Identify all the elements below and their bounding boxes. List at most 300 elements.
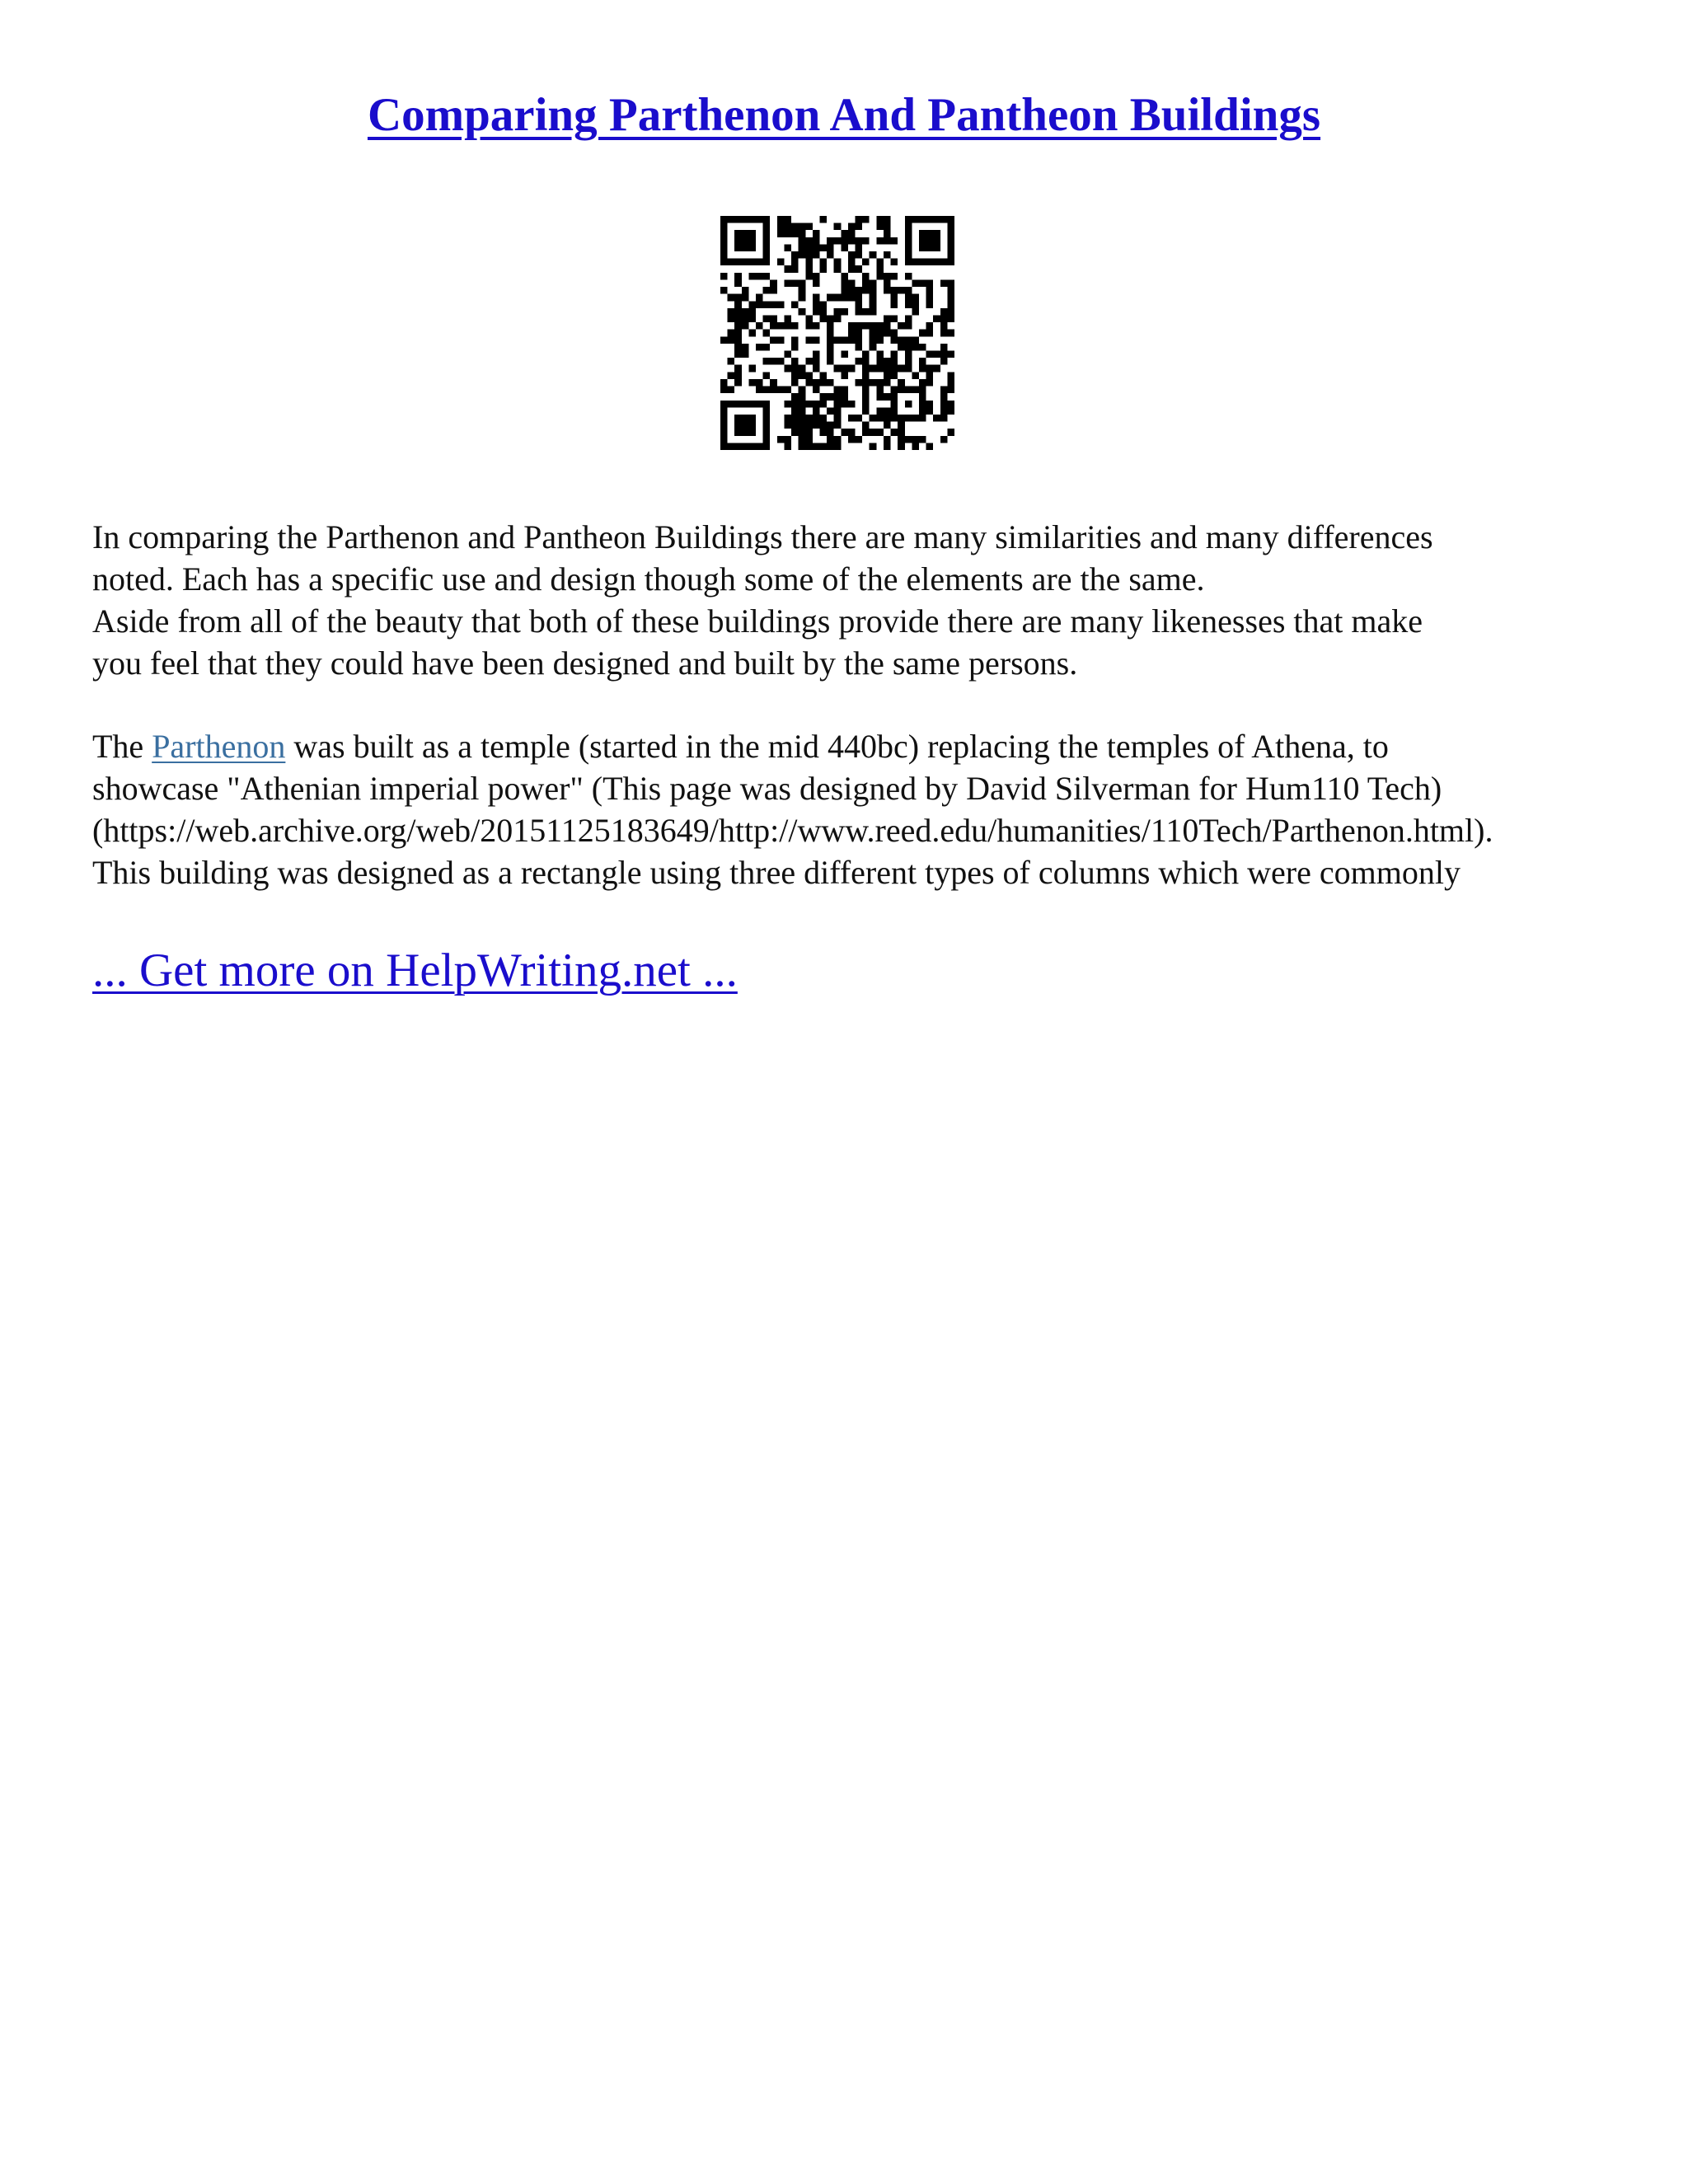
qr-module [748, 259, 756, 266]
qr-module [876, 273, 884, 280]
qr-module [720, 244, 728, 251]
qr-module [876, 358, 884, 365]
qr-module [884, 230, 891, 237]
qr-module [891, 372, 898, 379]
qr-module [799, 365, 806, 373]
qr-module [876, 365, 884, 373]
qr-module [734, 330, 742, 337]
qr-module [919, 387, 926, 394]
qr-module [848, 322, 856, 330]
qr-module [862, 393, 870, 401]
qr-module [742, 230, 749, 237]
qr-module [898, 436, 905, 443]
qr-module [884, 443, 891, 450]
qr-module [734, 372, 742, 379]
qr-module [813, 279, 820, 287]
qr-module [905, 358, 912, 365]
qr-module [763, 344, 771, 351]
qr-module [834, 308, 842, 316]
qr-module [734, 429, 742, 436]
qr-module [734, 216, 742, 223]
qr-module [805, 237, 813, 245]
qr-module [898, 336, 905, 344]
qr-module [720, 407, 728, 415]
qr-module [898, 287, 905, 294]
qr-module [919, 365, 926, 373]
qr-module [841, 230, 848, 237]
text-run: was built as a temple (started in the mid 440bc) replacing the temples of Athena, to [285, 728, 1389, 765]
qr-module [763, 223, 771, 231]
qr-module [919, 415, 926, 422]
qr-module [841, 237, 848, 245]
qr-module [734, 344, 742, 351]
qr-module [834, 407, 842, 415]
qr-module [756, 259, 763, 266]
qr-module [870, 294, 877, 302]
qr-module [813, 301, 820, 308]
qr-module [926, 301, 934, 308]
qr-module [748, 443, 756, 450]
qr-module [905, 259, 912, 266]
qr-module [919, 379, 926, 387]
qr-module [870, 336, 877, 344]
qr-module [728, 372, 735, 379]
paragraph-line: showcase "Athenian imperial power" (This page was designed by David Silverman for Hum110 Tech) [92, 770, 1442, 807]
qr-module [813, 401, 820, 408]
qr-module [926, 237, 934, 245]
qr-module [791, 336, 799, 344]
qr-module [827, 237, 834, 245]
qr-module [770, 279, 777, 287]
qr-module [791, 251, 799, 259]
qr-module [805, 223, 813, 231]
qr-module [819, 415, 827, 422]
qr-module [891, 273, 898, 280]
qr-module [891, 401, 898, 408]
paragraph-line: noted. Each has a specific use and design though some of the elements are the same. [92, 560, 1205, 598]
qr-module [856, 223, 863, 231]
qr-module [919, 407, 926, 415]
qr-module [905, 344, 912, 351]
qr-module [933, 244, 940, 251]
qr-module [720, 230, 728, 237]
qr-module [770, 379, 777, 387]
qr-module [799, 407, 806, 415]
qr-module [734, 273, 742, 280]
qr-module [827, 294, 834, 302]
qr-module [898, 322, 905, 330]
qr-module [862, 216, 870, 223]
qr-module [805, 436, 813, 443]
qr-module [876, 351, 884, 359]
qr-module [834, 415, 842, 422]
qr-module [891, 287, 898, 294]
qr-module [841, 372, 848, 379]
qr-module [813, 379, 820, 387]
qr-module [805, 273, 813, 280]
get-more-paragraph [92, 938, 738, 1004]
qr-module [784, 401, 791, 408]
qr-module [884, 273, 891, 280]
qr-module [919, 244, 926, 251]
qr-module [805, 244, 813, 251]
qr-module [841, 401, 848, 408]
qr-module [805, 336, 813, 344]
qr-module [905, 415, 912, 422]
qr-module [763, 237, 771, 245]
qr-module [919, 393, 926, 401]
qr-module [856, 237, 863, 245]
qr-module [905, 351, 912, 359]
qr-module [947, 401, 954, 408]
qr-module [799, 401, 806, 408]
qr-module [805, 379, 813, 387]
qr-module [720, 401, 728, 408]
qr-module [742, 237, 749, 245]
qr-module [791, 372, 799, 379]
qr-module [876, 336, 884, 344]
qr-module [841, 387, 848, 394]
qr-module [841, 429, 848, 436]
qr-module [862, 351, 870, 359]
qr-module [940, 330, 948, 337]
qr-module [834, 259, 842, 266]
qr-module [805, 315, 813, 322]
qr-module [742, 422, 749, 429]
qr-module [947, 308, 954, 316]
paragraph-line: This building was designed as a rectangle using three different types of columns which were commonly [92, 854, 1461, 891]
qr-module [827, 358, 834, 365]
qr-module [819, 301, 827, 308]
qr-module [720, 237, 728, 245]
qr-module [905, 294, 912, 302]
qr-module [876, 387, 884, 394]
qr-module [841, 336, 848, 344]
qr-module [819, 265, 827, 273]
qr-module [805, 443, 813, 450]
qr-module [848, 436, 856, 443]
qr-module [884, 330, 891, 337]
qr-module [777, 230, 785, 237]
qr-module [905, 216, 912, 223]
qr-module [748, 429, 756, 436]
qr-module [848, 365, 856, 373]
qr-module [728, 294, 735, 302]
qr-module [884, 287, 891, 294]
qr-module [947, 294, 954, 302]
qr-module [763, 273, 771, 280]
qr-module [805, 429, 813, 436]
qr-module [870, 415, 877, 422]
qr-module [870, 279, 877, 287]
qr-module [784, 422, 791, 429]
qr-module [940, 415, 948, 422]
qr-module [841, 351, 848, 359]
qr-module [834, 265, 842, 273]
qr-module [728, 315, 735, 322]
qr-module [756, 401, 763, 408]
paragraph-line: you feel that they could have been designed and built by the same persons. [92, 644, 1078, 682]
qr-module [813, 443, 820, 450]
qr-module [720, 287, 728, 294]
qr-module [870, 443, 877, 450]
qr-module [834, 401, 842, 408]
qr-module [799, 372, 806, 379]
qr-module [919, 344, 926, 351]
qr-module [791, 429, 799, 436]
qr-module [891, 387, 898, 394]
qr-module [876, 379, 884, 387]
qr-module [926, 244, 934, 251]
qr-module [876, 393, 884, 401]
qr-module [926, 351, 934, 359]
qr-module [905, 401, 912, 408]
qr-module [734, 301, 742, 308]
qr-module [912, 308, 919, 316]
qr-module [784, 265, 791, 273]
qr-module [813, 351, 820, 359]
qr-module [748, 422, 756, 429]
qr-module [748, 230, 756, 237]
qr-module [947, 259, 954, 266]
qr-module [947, 351, 954, 359]
qr-module [856, 251, 863, 259]
qr-module [947, 251, 954, 259]
qr-module [905, 244, 912, 251]
qr-module [933, 237, 940, 245]
title-link[interactable]: Comparing Parthenon And Pantheon Buildings [367, 89, 1321, 141]
qr-module [884, 315, 891, 322]
qr-module [742, 308, 749, 316]
qr-module [819, 443, 827, 450]
qr-module [784, 387, 791, 394]
qr-module [827, 251, 834, 259]
qr-module [763, 230, 771, 237]
qr-module [748, 273, 756, 280]
qr-module [940, 387, 948, 394]
qr-module [799, 387, 806, 394]
qr-module [891, 294, 898, 302]
qr-module [728, 443, 735, 450]
qr-module [848, 336, 856, 344]
qr-module [898, 379, 905, 387]
qr-module [763, 372, 771, 379]
qr-module [856, 287, 863, 294]
qr-module [940, 344, 948, 351]
qr-module [933, 315, 940, 322]
qr-module [799, 443, 806, 450]
qr-module [742, 259, 749, 266]
qr-module [777, 358, 785, 365]
qr-module [947, 216, 954, 223]
qr-module [827, 379, 834, 387]
qr-module [748, 315, 756, 322]
qr-module [905, 287, 912, 294]
qr-module [862, 308, 870, 316]
qr-module [742, 415, 749, 422]
qr-module [819, 429, 827, 436]
qr-module [891, 315, 898, 322]
qr-module [926, 322, 934, 330]
qr-module [856, 415, 863, 422]
qr-module [884, 358, 891, 365]
qr-module [763, 301, 771, 308]
qr-module [876, 259, 884, 266]
paragraph-line: Aside from all of the beauty that both of these buildings provide there are many likenesses that make [92, 602, 1423, 640]
qr-module [784, 436, 791, 443]
qr-module [856, 265, 863, 273]
paragraph-line [92, 725, 1625, 767]
qr-module [870, 251, 877, 259]
qr-module [856, 308, 863, 316]
qr-module [791, 344, 799, 351]
qr-module [862, 401, 870, 408]
qr-module [876, 322, 884, 330]
qr-module [791, 223, 799, 231]
qr-module [770, 287, 777, 294]
qr-module [784, 216, 791, 223]
qr-module [813, 237, 820, 245]
qr-module [791, 358, 799, 365]
get-more-link[interactable]: ... Get more on HelpWriting.net ... [92, 944, 738, 996]
qr-module [841, 294, 848, 302]
qr-module [848, 223, 856, 231]
qr-module [763, 315, 771, 322]
qr-module [799, 294, 806, 302]
qr-module [799, 237, 806, 245]
qr-module [791, 301, 799, 308]
qr-module [791, 322, 799, 330]
qr-module [841, 365, 848, 373]
qr-module [919, 401, 926, 408]
qr-module [805, 415, 813, 422]
qr-module [819, 393, 827, 401]
qr-module [763, 244, 771, 251]
qr-module [784, 230, 791, 237]
text-run: The [92, 728, 152, 765]
qr-module [784, 322, 791, 330]
qr-module [862, 287, 870, 294]
qr-module [734, 322, 742, 330]
qr-module [734, 365, 742, 373]
qr-module [926, 259, 934, 266]
qr-module [947, 230, 954, 237]
qr-module [891, 301, 898, 308]
qr-module [742, 287, 749, 294]
qr-module [748, 365, 756, 373]
qr-module [813, 407, 820, 415]
qr-module [734, 279, 742, 287]
qr-module [748, 379, 756, 387]
qr-module [919, 230, 926, 237]
qr-module [947, 301, 954, 308]
qr-module [933, 351, 940, 359]
qr-module [813, 358, 820, 365]
qr-module [734, 415, 742, 422]
qr-module [848, 415, 856, 422]
qr-module [856, 330, 863, 337]
qr-module [763, 287, 771, 294]
qr-module [870, 344, 877, 351]
qr-module [734, 308, 742, 316]
qr-module [742, 294, 749, 302]
qr-module [799, 279, 806, 287]
qr-module [884, 223, 891, 231]
qr-module [884, 415, 891, 422]
qr-module [813, 365, 820, 373]
qr-module [856, 216, 863, 223]
qr-module [742, 351, 749, 359]
qr-module [819, 308, 827, 316]
qr-module [919, 216, 926, 223]
qr-module [919, 436, 926, 443]
qr-module [891, 330, 898, 337]
qr-module [805, 259, 813, 266]
qr-module [720, 216, 728, 223]
qr-module [770, 322, 777, 330]
qr-module [884, 393, 891, 401]
qr-module [827, 436, 834, 443]
parthenon-link[interactable]: Parthenon [152, 728, 286, 765]
qr-module [720, 422, 728, 429]
qr-module [805, 401, 813, 408]
qr-module [876, 407, 884, 415]
qr-module [756, 443, 763, 450]
qr-module [813, 244, 820, 251]
qr-module [763, 436, 771, 443]
qr-module [940, 308, 948, 316]
qr-module [813, 336, 820, 344]
qr-module [912, 344, 919, 351]
qr-module [728, 330, 735, 337]
qr-module [763, 259, 771, 266]
qr-module [791, 365, 799, 373]
qr-module [940, 216, 948, 223]
qr-module [876, 415, 884, 422]
qr-module [919, 279, 926, 287]
qr-module [856, 436, 863, 443]
qr-module [912, 415, 919, 422]
qr-module [926, 279, 934, 287]
qr-module [862, 259, 870, 266]
qr-module [728, 387, 735, 394]
qr-module [848, 330, 856, 337]
qr-module [884, 365, 891, 373]
qr-module [905, 251, 912, 259]
qr-module [834, 422, 842, 429]
qr-module [720, 251, 728, 259]
qr-module [819, 244, 827, 251]
qr-module [947, 279, 954, 287]
qr-module [770, 336, 777, 344]
qr-module [756, 301, 763, 308]
qr-module [898, 344, 905, 351]
qr-module [748, 330, 756, 337]
qr-module [799, 244, 806, 251]
qr-module [799, 415, 806, 422]
qr-module [919, 330, 926, 337]
qr-module [841, 287, 848, 294]
qr-module [933, 259, 940, 266]
qr-module [834, 443, 842, 450]
qr-module [720, 387, 728, 394]
qr-module [841, 273, 848, 280]
qr-module [926, 294, 934, 302]
qr-module [870, 330, 877, 337]
qr-module [734, 422, 742, 429]
qr-module [891, 351, 898, 359]
qr-module [728, 358, 735, 365]
